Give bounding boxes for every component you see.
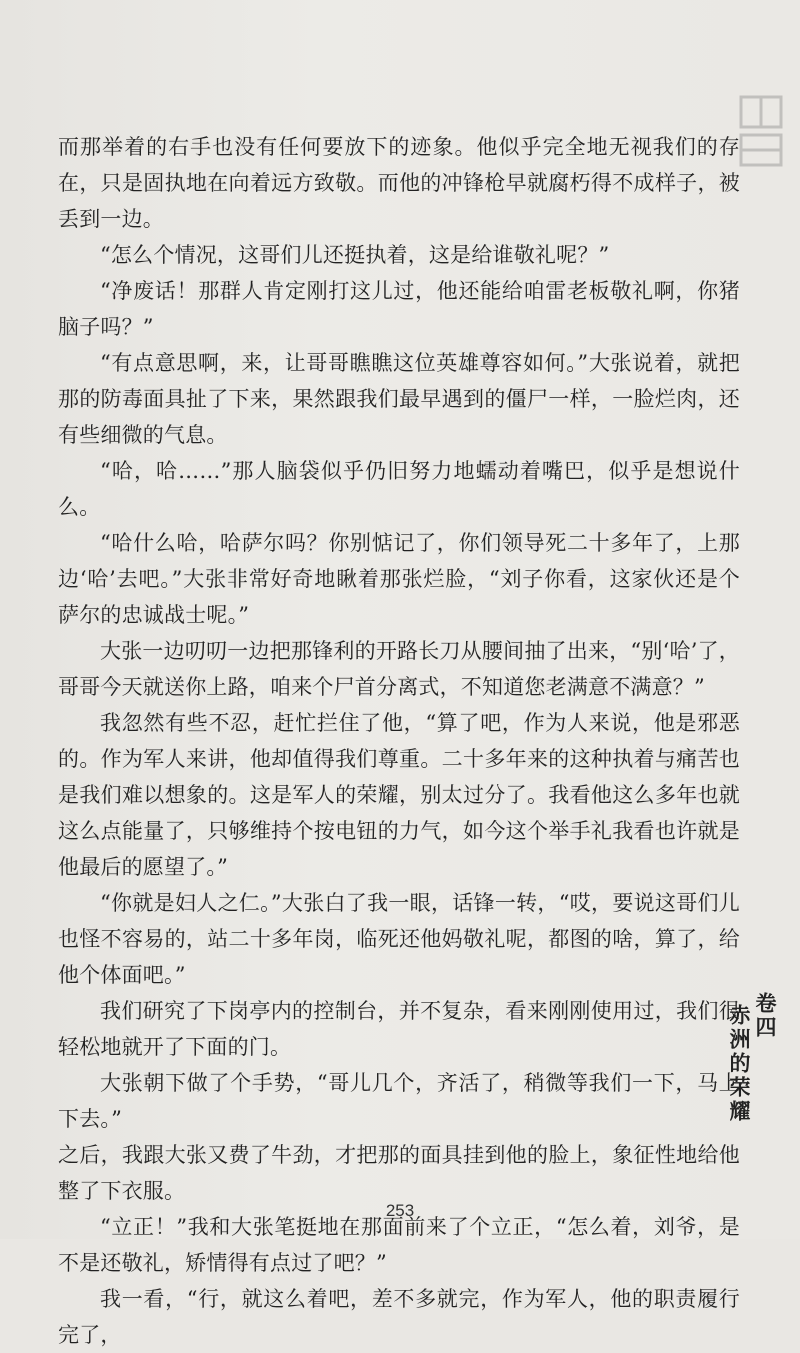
paragraph: “你就是妇人之仁。”大张白了我一眼，话锋一转，“哎，要说这哥们儿也怪不容易的，站二十多年岗，临死还他妈敬礼呢，都图的啥，算了，给他个体面吧。” — [58, 891, 740, 987]
page-number: 253 — [385, 1201, 415, 1220]
paragraph: “哈什么哈，哈萨尔吗？你别惦记了，你们领导死二十多年了，上那边‘哈’去吧。”大张非常好奇地瞅着那张烂脸，“刘子你看，这家伙还是个萨尔的忠诚战士呢。” — [58, 531, 740, 627]
paragraph: 我们研究了下岗亭内的控制台，并不复杂，看来刚刚使用过，我们很轻松地就开了下面的门。 — [58, 999, 740, 1059]
chapter-sidebar — [727, 992, 778, 1124]
paragraph: 大张朝下做了个手势，“哥儿几个，齐活了，稍微等我们一下，马上下去。” — [58, 1071, 740, 1131]
header-decoration-icon — [735, 95, 790, 170]
paragraph: 而那举着的右手也没有任何要放下的迹象。他似乎完全地无视我们的存在，只是固执地在向着远方致敬。而他的冲锋枪早就腐朽得不成样子，被丢到一边。 — [58, 135, 740, 231]
body-text — [58, 129, 740, 1353]
paragraph: 之后，我跟大张又费了牛劲，才把那的面具挂到他的脸上，象征性地给他整了下衣服。 — [58, 1143, 740, 1203]
paragraph: 大张一边叨叨一边把那锋利的开路长刀从腰间抽了出来，“别‘哈’了，哥哥今天就送你上路，咱来个尸首分离式，不知道您老满意不满意？” — [58, 639, 740, 699]
paragraph: “怎么个情况，这哥们儿还挺执着，这是给谁敬礼呢？” — [100, 243, 610, 267]
paragraph: “净废话！那群人肯定刚打这儿过，他还能给咱雷老板敬礼啊，你猪脑子吗？” — [58, 279, 740, 339]
paragraph: “哈，哈……”那人脑袋似乎仍旧努力地蠕动着嘴巴，似乎是想说什么。 — [58, 459, 740, 519]
chapter-title: 赤洲的荣耀 — [727, 1004, 752, 1124]
volume-label: 卷四 — [753, 992, 778, 1040]
paragraph: “有点意思啊，来，让哥哥瞧瞧这位英雄尊容如何。”大张说着，就把那的防毒面具扯了下来，果然跟我们最早遇到的僵尸一样，一脸烂肉，还有些细微的气息。 — [58, 351, 740, 447]
paragraph: “立正！”我和大张笔挺地在那面前来了个立正，“怎么着，刘爷，是不是还敬礼，矫情得有点过了吧？” — [58, 1215, 740, 1275]
paragraph: 我忽然有些不忍，赶忙拦住了他，“算了吧，作为人来说，他是邪恶的。作为军人来讲，他却值得我们尊重。二十多年来的这种执着与痛苦也是我们难以想象的。这是军人的荣耀，别太过分了。我看他这么多年也就这么点能量了，只够维持个按电钮的力气，如今这个举手礼我看也许就是他最后的愿望了。” — [58, 711, 740, 879]
paragraph: 我一看，“行，就这么着吧，差不多就完，作为军人，他的职责履行完了， — [58, 1287, 740, 1347]
